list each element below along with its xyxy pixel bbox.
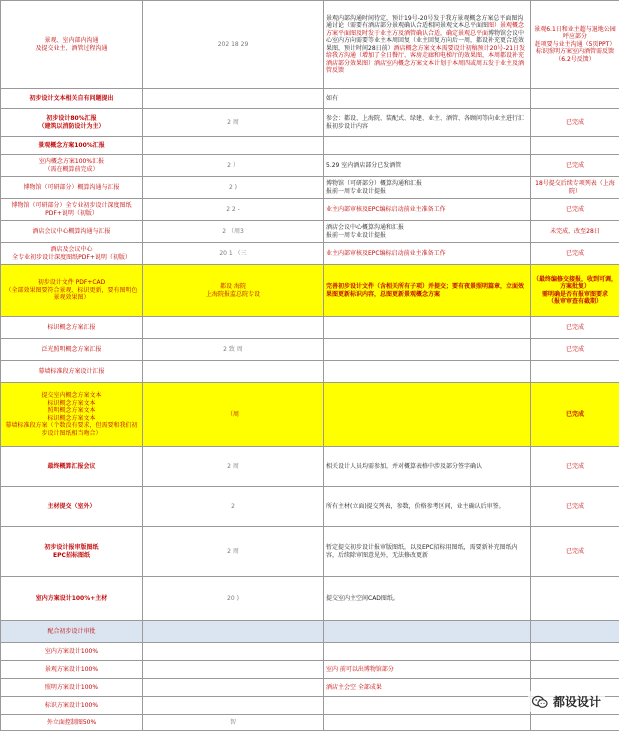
phase-cell: 景观、室内部内沟通 及提交业主、酒管过程沟通 [1, 1, 143, 89]
phase-cell: 初步设计80%汇报 （建筑以消防设计为主） [1, 109, 143, 137]
content-cell [324, 487, 531, 527]
date-cell: 都设 海院 上海院报监总院专设 [143, 265, 324, 317]
content-cell [324, 527, 531, 577]
status-cell: 景观6.1日和业主超与退地公园呼应部分 赶项要与业主沟通（5页PPT） 标识照明方案室内酒管需反馈（6.2号反馈） [531, 1, 619, 89]
phase-cell: 景观概念方案100%汇报 [1, 137, 143, 155]
content-segment: 图）景观概念方案平面图及时发于业主方及酒管确认合适，确定景观总平面 [326, 22, 524, 37]
content-cell [324, 661, 531, 679]
phase-cell: 配合初步设计审批 [1, 621, 143, 643]
table-row [1, 89, 619, 109]
content-text: 酒店会议中心概算沟通和汇报 报前一周专业设计提报 [326, 224, 404, 239]
content-cell [324, 643, 531, 661]
table-row [1, 155, 619, 177]
phase-cell: 外立面控制图50% [1, 715, 143, 731]
content-cell [324, 447, 531, 487]
content-text: 业主内部审核及EPC编标启动前业主准备工作 [326, 250, 446, 257]
date-cell: 2 2 - [143, 199, 324, 221]
date-cell: 2 ） [143, 155, 324, 177]
phase-cell: 酒店及会议中心 全专业初步设计深度图纸PDF+说明（初版） [1, 243, 143, 265]
content-text: 相关设计人员均需参加，并对概算表格中涉及部分签字确认 [326, 463, 482, 470]
content-text: 室内 前可以出博物馆部分 [326, 666, 394, 673]
content-text: 提交室内主空间CAD图纸。 [326, 595, 399, 602]
date-cell: 202 18 29 [143, 1, 324, 89]
status-cell [531, 661, 619, 679]
table-row [1, 243, 619, 265]
content-text: 所有主材(立面)提交列表，参数，价格参考区间，业主确认后审签。 [326, 503, 505, 510]
table-row [1, 199, 619, 221]
content-cell [324, 621, 531, 643]
content-cell [324, 265, 531, 317]
date-cell [143, 643, 324, 661]
date-cell: 2 （周3 [143, 221, 324, 243]
content-cell [324, 89, 531, 109]
status-cell: 已完成 [531, 317, 619, 339]
date-cell: 2 周 [143, 447, 324, 487]
content-segment: 酒店概念方案文本需要设计初稿预计20号-21日发给我方沟通（增加了全日餐厅、客房走廊和电梯厅的效果图，本周都设补充酒店部分效果图）酒店室内概念方案文本计划于本周四或周五发于业主及酒管反馈 [326, 45, 525, 75]
watermark [528, 691, 605, 712]
content-cell [324, 383, 531, 447]
table-row [1, 177, 619, 199]
table-row [1, 317, 619, 339]
status-cell: 已完成 [531, 447, 619, 487]
watermark-text: 都设设计 [553, 693, 601, 710]
phase-cell: 室内方案设计100% [1, 643, 143, 661]
table-row [1, 447, 619, 487]
table-row [1, 137, 619, 155]
content-cell [324, 577, 531, 621]
content-cell [324, 155, 531, 177]
phase-cell: 泛光照明概念方案汇报 [1, 339, 143, 361]
date-cell: 20 ) [143, 577, 324, 621]
content-segment: 博物馆会议中心室内方向需要等业主本周回复（业主回复方向后一周，都设补充更合适效果图，预计时间28日前） [326, 30, 524, 52]
content-cell [324, 1, 531, 89]
phase-cell: 初步设计报审版图纸 EPC招标图纸 [1, 527, 143, 577]
date-cell: 2 [143, 487, 324, 527]
date-cell: 2 周 [143, 527, 324, 577]
status-cell: 已完成 [531, 109, 619, 137]
status-cell [531, 621, 619, 643]
date-cell: 2 致 周 [143, 339, 324, 361]
table-row [1, 527, 619, 577]
phase-cell: 博物馆（可研部分）概算沟通与汇报 [1, 177, 143, 199]
phase-cell: 幕墙标准段方案设计汇报 [1, 361, 143, 383]
date-cell: 智 [143, 715, 324, 731]
content-cell [324, 109, 531, 137]
phase-cell: 照明方案设计100% [1, 679, 143, 697]
status-cell [531, 577, 619, 621]
status-cell: 已完成 [531, 243, 619, 265]
table-row [1, 621, 619, 643]
date-cell: 2 ) [143, 177, 324, 199]
content-cell [324, 137, 531, 155]
phase-cell: 最终概算汇报会议 [1, 447, 143, 487]
table-row [1, 577, 619, 621]
phase-cell: 提交室内概念方案文本 标识概念方案文本 照明概念方案文本 标识概念方案文本 幕墙标准段方案（个数没有要求，但需要和我们初步设计图纸相当吻合） [1, 383, 143, 447]
content-cell [324, 243, 531, 265]
table-row [1, 339, 619, 361]
table-row [1, 221, 619, 243]
content-text: 如有 [326, 95, 338, 102]
status-cell [531, 361, 619, 383]
content-segment: 景观内部沟通时间待定，预计19号-20号发于我方景观概念方案总平面图沟通讨论（需要有酒店部分景观确认合适相同景观文本总平面图 [326, 15, 523, 30]
status-cell: 18号提交后续专项列表（上海院） [531, 177, 619, 199]
date-cell [143, 89, 324, 109]
table-row [1, 487, 619, 527]
content-cell [324, 715, 531, 731]
status-cell [531, 643, 619, 661]
status-cell: 未完成，改至28日 [531, 221, 619, 243]
status-cell [531, 89, 619, 109]
content-text: 酒店主会空 全部成果 [326, 684, 382, 691]
content-cell [324, 199, 531, 221]
date-cell: 2 周 [143, 109, 324, 137]
phase-cell: 室内概念方案100%汇报 （需在概算前完成） [1, 155, 143, 177]
content-cell [324, 361, 531, 383]
date-cell [143, 317, 324, 339]
phase-cell: 标识方案设计100% [1, 697, 143, 715]
status-cell [531, 715, 619, 731]
content-text: 参会：都设、上海院、装配式、绿建、业主、酒管、各顾问等向业主进行汇报初步设计内容 [326, 115, 524, 130]
content-text: 业主内部审核及EPC编标启动前业主准备工作 [326, 206, 446, 213]
date-cell: 20 1 （三 [143, 243, 324, 265]
table-row [1, 109, 619, 137]
phase-cell: 景观方案设计100% [1, 661, 143, 679]
table-row [1, 265, 619, 317]
status-cell: 已完成 [531, 383, 619, 447]
content-text: 5.29 室内酒店部分已发酒管 [326, 162, 401, 169]
table-row [1, 679, 619, 697]
table-row [1, 643, 619, 661]
content-text: 暂定提交初步设计报审版图纸，以及EPC招标用图纸，需要新补充图纸内容，后续除审图意见外，无法修改更新 [326, 544, 518, 559]
table-row [1, 361, 619, 383]
content-cell [324, 679, 531, 697]
content-cell [324, 697, 531, 715]
phase-cell: 标识概念方案汇报 [1, 317, 143, 339]
date-cell [143, 661, 324, 679]
table-row [1, 715, 619, 731]
date-cell: （周 [143, 383, 324, 447]
status-cell: 已完成 [531, 527, 619, 577]
status-cell [531, 137, 619, 155]
content-cell [324, 317, 531, 339]
wechat-icon [532, 695, 548, 709]
content-text: 博物馆（可研部分）概算沟通和汇报 报前一周专业设计提报 [326, 180, 422, 195]
content-cell [324, 177, 531, 199]
phase-cell: 室内方案设计100%+主材 [1, 577, 143, 621]
date-cell [143, 137, 324, 155]
date-cell [143, 679, 324, 697]
table-row [1, 1, 619, 89]
date-cell [143, 697, 324, 715]
status-cell: 已完成 [531, 199, 619, 221]
schedule-body [1, 1, 619, 731]
date-cell [143, 361, 324, 383]
status-cell: 已完成 [531, 339, 619, 361]
content-cell [324, 221, 531, 243]
content-cell [324, 339, 531, 361]
phase-cell: 主材提交（室外） [1, 487, 143, 527]
table-row [1, 697, 619, 715]
content-text: 完善初步设计文件（含相关所有子项）并提交；要有夜景照明篇章，立面效果图更新标识内容，总图更新景观概念方案 [326, 283, 524, 298]
phase-cell: 初步设计文本相关自有问题提出 [1, 89, 143, 109]
phase-cell: 初步设计文件 PDF+CAD （全部效果图要符合景观、标识更新，要有图明色景观效果图） [1, 265, 143, 317]
status-cell: 已完成 [531, 487, 619, 527]
status-cell: 已完成 [531, 155, 619, 177]
status-cell: （最终编修交接报，收到可调，方案批复） 需明确是否有报审图要求 （报审审查有截期） [531, 265, 619, 317]
phase-cell: 酒店会议中心概算沟通与汇报 [1, 221, 143, 243]
phase-cell: 博物馆（可研部分）全专业初步设计深度图纸PDF+说明（初版） [1, 199, 143, 221]
table-row [1, 661, 619, 679]
date-cell [143, 621, 324, 643]
table-row [1, 383, 619, 447]
